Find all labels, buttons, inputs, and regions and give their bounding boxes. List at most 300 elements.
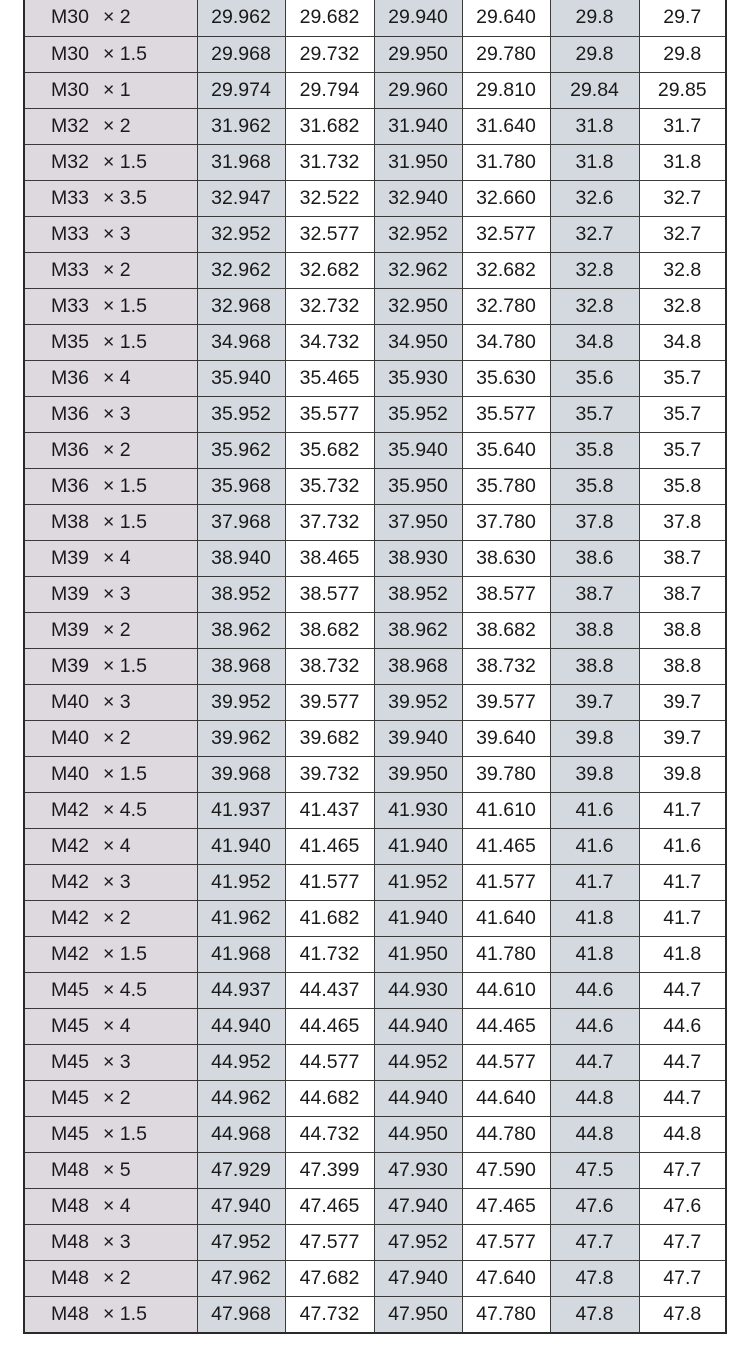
dimension-value-cell: 38.7 [639,540,725,576]
dimension-value-cell: 32.7 [550,216,639,252]
dimension-value-cell: 47.8 [550,1260,639,1296]
dimension-value-cell: 38.930 [374,540,462,576]
dimension-value-cell: 35.577 [462,396,550,432]
dimension-value-cell: 47.732 [285,1296,374,1332]
table-row [25,684,725,720]
dimension-value-cell: 35.8 [639,468,725,504]
dimension-value-cell: 34.8 [639,324,725,360]
dimension-value-cell: 47.950 [374,1296,462,1332]
thread-size-cell [25,972,197,1008]
dimension-value-cell: 41.7 [639,864,725,900]
nominal-diameter: M39 [51,654,89,677]
dimension-value-cell: 39.732 [285,756,374,792]
dimension-value-cell: 35.6 [550,360,639,396]
dimension-value-cell: 47.6 [550,1188,639,1224]
dimension-value-cell: 44.610 [462,972,550,1008]
dimension-value-cell: 41.7 [639,792,725,828]
nominal-diameter: M33 [51,222,89,245]
thread-pitch: × 1.5 [103,1302,147,1325]
dimension-value-cell: 29.84 [550,72,639,108]
table-row [25,972,725,1008]
dimension-value-cell: 47.968 [197,1296,285,1332]
nominal-diameter: M42 [51,942,89,965]
thread-size-cell [25,540,197,576]
thread-pitch: × 3 [103,1230,131,1253]
dimension-value-cell: 32.522 [285,180,374,216]
dimension-value-cell: 32.732 [285,288,374,324]
thread-size-cell [25,792,197,828]
thread-pitch: × 2 [103,114,131,137]
thread-size-cell [25,1008,197,1044]
dimension-value-cell: 29.950 [374,36,462,72]
dimension-value-cell: 34.950 [374,324,462,360]
dimension-value-cell: 47.7 [639,1152,725,1188]
table-row [25,360,725,396]
dimension-value-cell: 41.6 [639,828,725,864]
dimension-value-cell: 29.968 [197,36,285,72]
dimension-value-cell: 41.8 [639,936,725,972]
dimension-value-cell: 38.952 [374,576,462,612]
dimension-value-cell: 34.732 [285,324,374,360]
dimension-value-cell: 38.732 [285,648,374,684]
dimension-value-cell: 44.780 [462,1116,550,1152]
nominal-diameter: M33 [51,258,89,281]
dimension-value-cell: 31.8 [550,144,639,180]
thread-pitch: × 3 [103,582,131,605]
dimension-value-cell: 44.732 [285,1116,374,1152]
nominal-diameter: M36 [51,402,89,425]
dimension-value-cell: 39.8 [550,720,639,756]
dimension-value-cell: 38.6 [550,540,639,576]
nominal-diameter: M40 [51,690,89,713]
thread-pitch: × 3.5 [103,186,147,209]
nominal-diameter: M48 [51,1230,89,1253]
dimension-value-cell: 41.968 [197,936,285,972]
dimension-value-cell: 34.968 [197,324,285,360]
dimension-value-cell: 31.640 [462,108,550,144]
table-row [25,900,725,936]
dimension-value-cell: 44.465 [462,1008,550,1044]
thread-pitch: × 1.5 [103,510,147,533]
table-row [25,468,725,504]
thread-pitch: × 4 [103,366,131,389]
thread-pitch: × 4 [103,546,131,569]
dimension-value-cell: 37.968 [197,504,285,540]
dimension-value-cell: 41.732 [285,936,374,972]
dimension-value-cell: 31.7 [639,108,725,144]
dimension-value-cell: 35.577 [285,396,374,432]
thread-size-cell [25,0,197,36]
table-row [25,1080,725,1116]
dimension-value-cell: 47.929 [197,1152,285,1188]
dimension-value-cell: 39.7 [639,720,725,756]
thread-pitch: × 4.5 [103,798,147,821]
nominal-diameter: M45 [51,978,89,1001]
nominal-diameter: M45 [51,1050,89,1073]
table-row [25,108,725,144]
dimension-value-cell: 47.577 [462,1224,550,1260]
dimension-value-cell: 44.465 [285,1008,374,1044]
dimension-value-cell: 31.8 [550,108,639,144]
dimension-value-cell: 41.7 [639,900,725,936]
dimension-value-cell: 32.947 [197,180,285,216]
dimension-value-cell: 29.960 [374,72,462,108]
nominal-diameter: M38 [51,510,89,533]
thread-size-cell [25,216,197,252]
dimension-value-cell: 32.780 [462,288,550,324]
thread-pitch: × 1 [103,78,131,101]
dimension-value-cell: 32.660 [462,180,550,216]
dimension-value-cell: 41.465 [285,828,374,864]
dimension-value-cell: 41.577 [462,864,550,900]
dimension-value-cell: 38.968 [197,648,285,684]
table-row [25,504,725,540]
dimension-value-cell: 47.952 [197,1224,285,1260]
dimension-value-cell: 47.930 [374,1152,462,1188]
dimension-value-cell: 41.6 [550,792,639,828]
thread-pitch: × 2 [103,1266,131,1289]
dimension-value-cell: 41.940 [374,900,462,936]
dimension-value-cell: 31.8 [639,144,725,180]
dimension-value-cell: 44.682 [285,1080,374,1116]
dimension-value-cell: 44.950 [374,1116,462,1152]
dimension-value-cell: 44.940 [374,1008,462,1044]
nominal-diameter: M36 [51,474,89,497]
thread-pitch: × 5 [103,1158,131,1181]
dimension-value-cell: 44.6 [639,1008,725,1044]
thread-size-cell [25,1152,197,1188]
thread-pitch: × 3 [103,870,131,893]
dimension-value-cell: 31.968 [197,144,285,180]
thread-pitch: × 2 [103,618,131,641]
dimension-value-cell: 39.780 [462,756,550,792]
thread-size-cell [25,468,197,504]
table-row [25,324,725,360]
table-row [25,432,725,468]
table-row [25,396,725,432]
nominal-diameter: M42 [51,798,89,821]
dimension-value-cell: 47.590 [462,1152,550,1188]
dimension-value-cell: 47.577 [285,1224,374,1260]
dimension-value-cell: 35.930 [374,360,462,396]
dimension-value-cell: 32.8 [639,252,725,288]
dimension-value-cell: 47.780 [462,1296,550,1332]
dimension-value-cell: 39.682 [285,720,374,756]
table-row [25,1296,725,1332]
thread-pitch: × 2 [103,6,131,29]
dimension-value-cell: 39.950 [374,756,462,792]
thread-size-cell [25,324,197,360]
nominal-diameter: M36 [51,366,89,389]
dimension-value-cell: 31.732 [285,144,374,180]
dimension-value-cell: 44.6 [550,1008,639,1044]
dimension-value-cell: 29.8 [550,0,639,36]
thread-size-cell [25,1080,197,1116]
nominal-diameter: M30 [51,42,89,65]
dimension-value-cell: 41.640 [462,900,550,936]
nominal-diameter: M45 [51,1014,89,1037]
thread-pitch: × 2 [103,1086,131,1109]
dimension-value-cell: 47.8 [639,1296,725,1332]
dimension-value-cell: 39.577 [285,684,374,720]
nominal-diameter: M42 [51,870,89,893]
dimension-value-cell: 44.7 [639,1080,725,1116]
table-row [25,1224,725,1260]
dimension-value-cell: 39.962 [197,720,285,756]
dimension-value-cell: 39.968 [197,756,285,792]
table-row [25,612,725,648]
thread-pitch: × 1.5 [103,474,147,497]
thread-size-cell [25,648,197,684]
dimension-value-cell: 35.7 [550,396,639,432]
nominal-diameter: M33 [51,294,89,317]
dimension-value-cell: 38.940 [197,540,285,576]
dimension-value-cell: 47.940 [374,1188,462,1224]
dimension-value-cell: 39.7 [550,684,639,720]
thread-size-cell [25,360,197,396]
thread-pitch: × 4.5 [103,978,147,1001]
thread-pitch: × 3 [103,690,131,713]
dimension-value-cell: 32.962 [374,252,462,288]
table-row [25,1188,725,1224]
thread-pitch: × 2 [103,258,131,281]
dimension-value-cell: 38.962 [374,612,462,648]
table-row [25,1116,725,1152]
thread-pitch: × 4 [103,834,131,857]
dimension-value-cell: 44.8 [550,1116,639,1152]
dimension-value-cell: 44.7 [639,1044,725,1080]
table-row [25,540,725,576]
dimension-value-cell: 32.682 [285,252,374,288]
dimension-value-cell: 47.940 [374,1260,462,1296]
thread-size-cell [25,756,197,792]
thread-size-cell [25,576,197,612]
thread-pitch: × 3 [103,1050,131,1073]
table-row [25,1152,725,1188]
nominal-diameter: M35 [51,330,89,353]
thread-size-cell [25,108,197,144]
nominal-diameter: M40 [51,726,89,749]
dimension-value-cell: 31.780 [462,144,550,180]
thread-size-cell [25,180,197,216]
dimension-value-cell: 31.682 [285,108,374,144]
dimension-value-cell: 41.6 [550,828,639,864]
dimension-value-cell: 35.465 [285,360,374,396]
dimension-value-cell: 41.780 [462,936,550,972]
table-row [25,252,725,288]
dimension-value-cell: 35.780 [462,468,550,504]
dimension-value-cell: 32.8 [550,252,639,288]
dimension-value-cell: 35.7 [639,360,725,396]
dimension-value-cell: 34.780 [462,324,550,360]
dimension-value-cell: 41.952 [197,864,285,900]
dimension-value-cell: 29.7 [639,0,725,36]
thread-size-cell [25,252,197,288]
dimension-value-cell: 29.732 [285,36,374,72]
nominal-diameter: M32 [51,114,89,137]
dimension-value-cell: 41.465 [462,828,550,864]
table-row [25,0,725,36]
dimension-value-cell: 29.962 [197,0,285,36]
dimension-value-cell: 29.8 [639,36,725,72]
nominal-diameter: M48 [51,1302,89,1325]
nominal-diameter: M33 [51,186,89,209]
dimension-value-cell: 31.940 [374,108,462,144]
thread-size-cell [25,720,197,756]
dimension-value-cell: 29.940 [374,0,462,36]
dimension-value-cell: 38.8 [550,612,639,648]
dimension-value-cell: 47.6 [639,1188,725,1224]
thread-pitch: × 3 [103,402,131,425]
nominal-diameter: M30 [51,78,89,101]
dimension-value-cell: 47.640 [462,1260,550,1296]
dimension-value-cell: 32.577 [285,216,374,252]
dimension-value-cell: 38.630 [462,540,550,576]
dimension-value-cell: 37.8 [639,504,725,540]
dimension-value-cell: 47.952 [374,1224,462,1260]
dimension-value-cell: 35.732 [285,468,374,504]
dimension-value-cell: 47.7 [639,1260,725,1296]
dimension-value-cell: 32.940 [374,180,462,216]
thread-pitch: × 4 [103,1014,131,1037]
table-row [25,720,725,756]
dimension-value-cell: 47.5 [550,1152,639,1188]
thread-size-cell [25,612,197,648]
nominal-diameter: M39 [51,582,89,605]
dimension-value-cell: 29.810 [462,72,550,108]
dimension-value-cell: 47.7 [639,1224,725,1260]
dimension-value-cell: 41.962 [197,900,285,936]
dimension-value-cell: 39.577 [462,684,550,720]
dimension-value-cell: 32.7 [639,216,725,252]
dimension-value-cell: 39.952 [197,684,285,720]
table-row [25,828,725,864]
nominal-diameter: M45 [51,1122,89,1145]
dimension-value-cell: 47.8 [550,1296,639,1332]
thread-dimension-table [25,0,725,1332]
dimension-value-cell: 38.968 [374,648,462,684]
nominal-diameter: M30 [51,6,89,29]
dimension-value-cell: 44.8 [639,1116,725,1152]
thread-size-cell [25,72,197,108]
dimension-value-cell: 32.952 [374,216,462,252]
thread-pitch: × 1.5 [103,942,147,965]
dimension-value-cell: 44.7 [639,972,725,1008]
dimension-value-cell: 29.640 [462,0,550,36]
dimension-value-cell: 39.940 [374,720,462,756]
thread-size-cell [25,684,197,720]
dimension-value-cell: 37.732 [285,504,374,540]
thread-pitch: × 2 [103,438,131,461]
dimension-value-cell: 35.940 [197,360,285,396]
thread-pitch: × 1.5 [103,654,147,677]
thread-size-cell [25,144,197,180]
dimension-value-cell: 29.974 [197,72,285,108]
table-row [25,1008,725,1044]
dimension-value-cell: 44.577 [462,1044,550,1080]
table-row [25,936,725,972]
table-row [25,180,725,216]
dimension-value-cell: 44.952 [374,1044,462,1080]
dimension-value-cell: 44.968 [197,1116,285,1152]
dimension-value-cell: 39.952 [374,684,462,720]
nominal-diameter: M45 [51,1086,89,1109]
dimension-value-cell: 44.437 [285,972,374,1008]
dimension-value-cell: 35.952 [197,396,285,432]
nominal-diameter: M39 [51,618,89,641]
thread-size-cell [25,1224,197,1260]
nominal-diameter: M48 [51,1158,89,1181]
nominal-diameter: M32 [51,150,89,173]
table-row [25,864,725,900]
dimension-value-cell: 37.8 [550,504,639,540]
thread-size-cell [25,504,197,540]
dimension-value-cell: 44.940 [374,1080,462,1116]
dimension-value-cell: 32.7 [639,180,725,216]
dimension-value-cell: 32.577 [462,216,550,252]
dimension-value-cell: 38.962 [197,612,285,648]
dimension-value-cell: 35.7 [639,432,725,468]
dimension-value-cell: 38.952 [197,576,285,612]
dimension-value-cell: 41.950 [374,936,462,972]
thread-pitch: × 1.5 [103,1122,147,1145]
dimension-value-cell: 41.577 [285,864,374,900]
dimension-value-cell: 35.682 [285,432,374,468]
dimension-value-cell: 44.937 [197,972,285,1008]
dimension-value-cell: 35.952 [374,396,462,432]
table-row [25,216,725,252]
table-row [25,756,725,792]
table-row [25,144,725,180]
dimension-value-cell: 44.930 [374,972,462,1008]
thread-pitch: × 1.5 [103,762,147,785]
dimension-value-cell: 37.780 [462,504,550,540]
nominal-diameter: M36 [51,438,89,461]
thread-size-cell [25,1116,197,1152]
thread-pitch: × 3 [103,222,131,245]
table-row [25,576,725,612]
nominal-diameter: M48 [51,1266,89,1289]
thread-pitch: × 4 [103,1194,131,1217]
thread-size-cell [25,1260,197,1296]
dimension-value-cell: 41.8 [550,900,639,936]
thread-size-cell [25,1188,197,1224]
dimension-value-cell: 35.940 [374,432,462,468]
thread-size-cell [25,396,197,432]
dimension-value-cell: 41.8 [550,936,639,972]
dimension-value-cell: 38.732 [462,648,550,684]
dimension-value-cell: 32.962 [197,252,285,288]
dimension-value-cell: 35.8 [550,432,639,468]
dimension-value-cell: 38.577 [285,576,374,612]
dimension-value-cell: 38.465 [285,540,374,576]
dimension-value-cell: 44.7 [550,1044,639,1080]
nominal-diameter: M42 [51,834,89,857]
dimension-value-cell: 31.962 [197,108,285,144]
table-row [25,648,725,684]
thread-size-cell [25,288,197,324]
dimension-value-cell: 34.8 [550,324,639,360]
dimension-value-cell: 44.640 [462,1080,550,1116]
dimension-value-cell: 44.940 [197,1008,285,1044]
thread-pitch: × 2 [103,726,131,749]
dimension-value-cell: 41.437 [285,792,374,828]
thread-pitch: × 1.5 [103,330,147,353]
thread-size-cell [25,936,197,972]
dimension-value-cell: 35.640 [462,432,550,468]
dimension-value-cell: 47.962 [197,1260,285,1296]
nominal-diameter: M42 [51,906,89,929]
